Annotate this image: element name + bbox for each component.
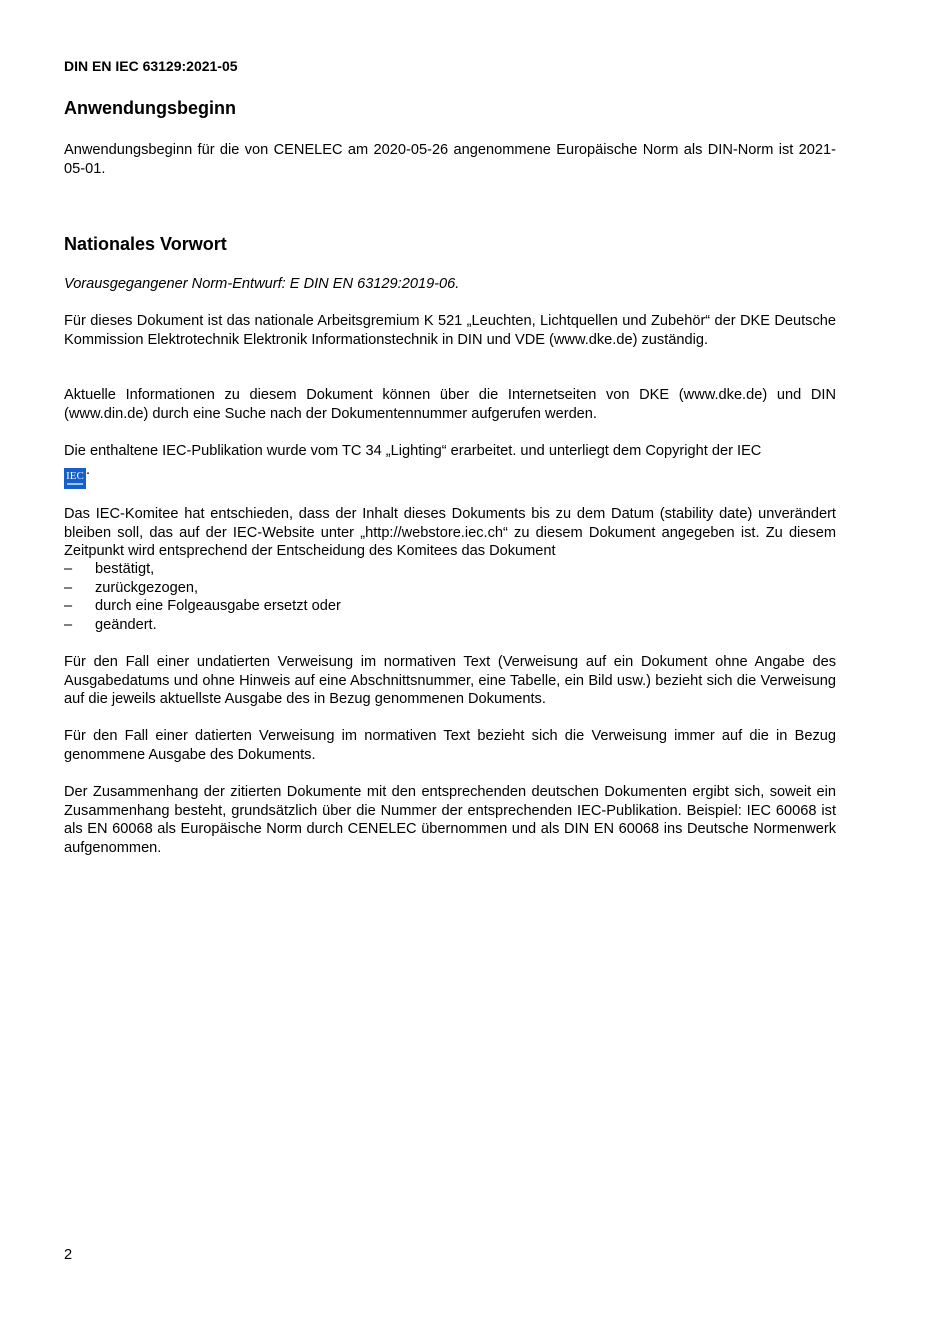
paragraph-current-information: Aktuelle Informationen zu diesem Dokument können über die Internetseiten von DKE (www.dke.de) und DIN (www.din.de) durch eine Suche nach der Dokumentennummer aufgerufen werden. <box>64 387 836 422</box>
heading-anwendungsbeginn: Anwendungsbeginn <box>64 98 236 118</box>
iec-publication-end: . <box>86 461 91 478</box>
iec-logo-icon: IEC <box>64 468 86 489</box>
iec-publication-text: Die enthaltene IEC-Publikation wurde vom TC 34 „Lighting“ erarbeitet. und unterliegt dem Copyright der IEC <box>64 443 762 459</box>
list-item: – geändert. <box>64 616 157 633</box>
document-id: DIN EN IEC 63129:2021-05 <box>64 58 238 74</box>
heading-nationales-vorwort: Nationales Vorwort <box>64 234 227 254</box>
dash-bullet: – <box>64 598 73 614</box>
paragraph-undated-reference: Für den Fall einer undatierten Verweisung im normativen Text (Verweisung auf ein Dokument ohne Angabe des Ausgabedatums und ohne Hinweis auf eine Abschnittsnummer, eine Tabelle, ein Bild usw.) bezieht sich die Verweisung auf die jeweils aktuellste Ausgabe des in Bezug genommenen Dokuments. <box>64 654 836 707</box>
paragraph-dated-reference: Für den Fall einer datierten Verweisung im normativen Text bezieht sich die Verweisung immer auf die in Bezug genommene Ausgabe des Dokuments. <box>64 728 836 763</box>
draft-note: Vorausgegangener Norm-Entwurf: E DIN EN 63129:2019-06. <box>64 276 460 292</box>
list-item: – zurückgezogen, <box>64 579 199 596</box>
dash-bullet: – <box>64 579 73 596</box>
paragraph-responsible-committee: Für dieses Dokument ist das nationale Arbeitsgremium K 521 „Leuchten, Lichtquellen und Zubehör“ der DKE Deutsche Kommission Elektrotechnik Elektronik Informationstechnik in DIN und VDE (www.dke.de) zuständig. <box>64 313 836 348</box>
paragraph-anwendungsbeginn: Anwendungsbeginn für die von CENELEC am 2020-05-26 angenommene Europäische Norm als DIN-Norm ist 2021-05-01. <box>64 142 836 177</box>
list-item: – bestätigt, <box>64 561 155 577</box>
paragraph-document-relationship: Der Zusammenhang der zitierten Dokumente mit den entsprechenden deutschen Dokumenten ergibt sich, soweit ein Zusammenhang besteht, grundsätzlich über die Nummer der entsprechenden IEC-Publikation. Beispiel: IEC 60068 ist als EN 60068 als Europäische Norm durch CENELEC übernommen und als DIN EN 60068 ins Deutsche Normenwerk aufgenommen. <box>64 784 836 856</box>
page-number: 2 <box>64 1247 73 1263</box>
list-item: – durch eine Folgeausgabe ersetzt oder <box>64 598 341 614</box>
status-list <box>64 560 836 634</box>
paragraph-iec-publication <box>64 442 836 489</box>
dash-bullet: – <box>64 616 73 633</box>
dash-bullet: – <box>64 561 73 577</box>
paragraph-stability-date: Das IEC-Komitee hat entschieden, dass der Inhalt dieses Dokuments bis zu dem Datum (stability date) unverändert bleiben soll, das auf der IEC-Website unter „http://webstore.iec.ch“ zu diesem Dokument angegeben ist. Zu diesem Zeitpunkt wird entsprechend der Entscheidung des Komitees das Dokument <box>64 506 836 559</box>
